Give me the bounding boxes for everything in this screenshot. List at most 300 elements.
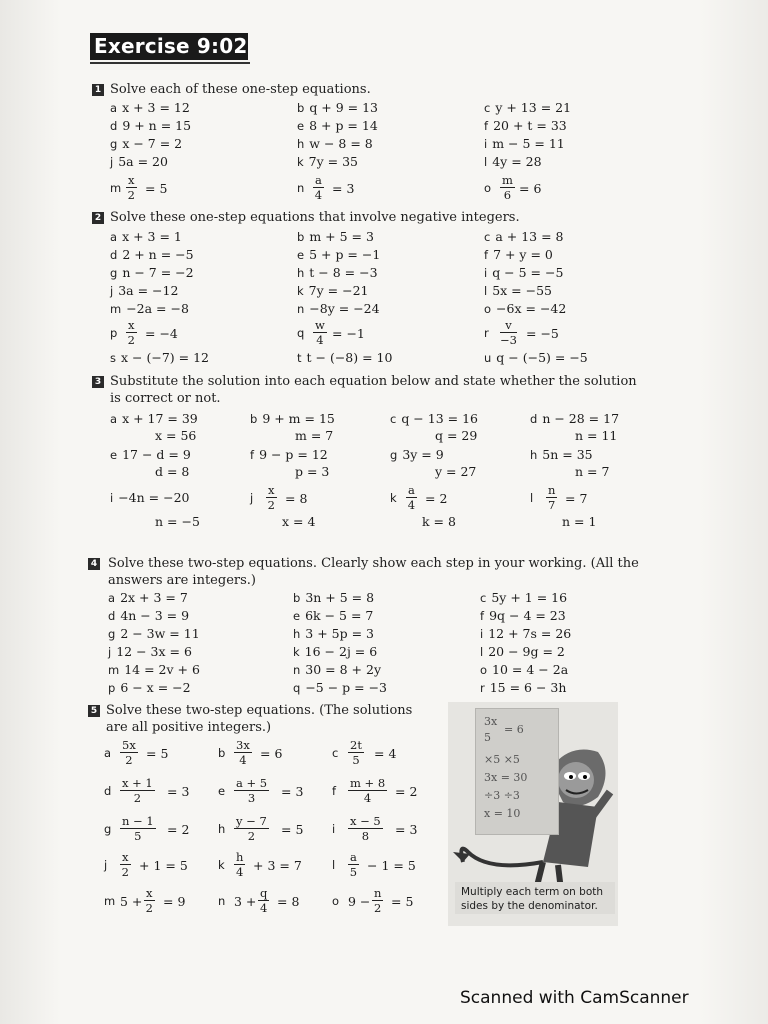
item-label: i	[332, 822, 336, 836]
q2-instruction: Solve these one-step equations that involve negative integers.	[110, 210, 520, 225]
fraction-numerator: m + 8	[350, 776, 386, 790]
item-label: i	[480, 627, 484, 641]
fraction-denominator: 4	[260, 901, 268, 915]
equation-text: 15 = 6 − 3h	[489, 680, 567, 695]
equation-text: 5 + p = −1	[309, 247, 381, 262]
substituted-solution: p = 3	[295, 464, 330, 479]
equation-item	[250, 446, 328, 463]
fraction	[348, 850, 359, 879]
equation-item	[297, 99, 378, 116]
equation-item	[293, 643, 377, 660]
equation-text: −2a = −8	[126, 301, 189, 316]
item-label: f	[484, 119, 489, 133]
item-label: o	[484, 302, 492, 316]
item-label: c	[390, 412, 397, 426]
item-label: l	[480, 645, 484, 659]
equation-item	[484, 117, 567, 134]
equation-item	[108, 661, 200, 678]
equation-item	[293, 661, 381, 678]
item-label: b	[218, 746, 226, 760]
equation-item	[293, 589, 374, 606]
fraction-denominator: 5	[352, 753, 360, 767]
equation-text: 12 − 3x = 6	[116, 644, 192, 659]
item-label: a	[108, 591, 116, 605]
equation-text: 6 − x = −2	[120, 680, 191, 695]
fraction	[120, 738, 138, 767]
fraction-denominator: 4	[407, 498, 416, 512]
item-label: d	[108, 609, 116, 623]
equation-item	[484, 300, 566, 317]
equation-suffix: + 1 = 5	[139, 858, 188, 873]
fraction	[348, 814, 383, 843]
equation-text: y + 13 = 21	[495, 100, 572, 115]
equation-item	[110, 135, 182, 152]
item-label: b	[297, 101, 305, 115]
equation-text: 4n − 3 = 9	[120, 608, 190, 623]
item-label: l	[332, 858, 336, 872]
equation-item	[108, 643, 192, 660]
equation-item	[110, 153, 168, 170]
fraction	[120, 776, 155, 805]
equation-text: q + 9 = 13	[309, 100, 379, 115]
fraction	[120, 850, 131, 879]
item-label: c	[484, 230, 491, 244]
substituted-solution: n = 1	[562, 514, 597, 529]
item-label: g	[390, 448, 398, 462]
equation-item	[484, 349, 588, 366]
equation-text: 16 − 2j = 6	[304, 644, 378, 659]
equation-text: m − 5 = 11	[492, 136, 565, 151]
equation-suffix: = 2	[395, 784, 418, 799]
fraction-numerator: x	[122, 850, 129, 864]
question-number-1: 1	[92, 84, 104, 96]
item-label: q	[293, 681, 301, 695]
fraction	[234, 776, 269, 805]
equation-suffix: = 5	[145, 181, 168, 196]
fraction-denominator: −3	[500, 333, 517, 347]
equation-prefix: 9 −	[348, 894, 371, 909]
item-label: f	[332, 784, 337, 798]
equation-item	[530, 446, 593, 463]
fraction-numerator: a	[315, 173, 322, 187]
fraction	[348, 776, 387, 805]
equation-item	[484, 246, 553, 263]
equation-item	[297, 246, 380, 263]
equation-item	[484, 153, 542, 170]
equation-item	[480, 625, 571, 642]
equation-suffix: = 7	[565, 491, 588, 506]
title-rule	[90, 62, 250, 64]
card-line: 3x = 30	[484, 771, 528, 784]
item-label: j	[250, 491, 254, 505]
equation-item	[108, 589, 188, 606]
item-label: l	[530, 491, 534, 505]
fraction-denominator: 2	[121, 865, 129, 879]
fraction	[372, 886, 383, 915]
equation-item	[480, 607, 566, 624]
item-label: h	[293, 627, 301, 641]
equation-item	[297, 117, 378, 134]
equation-item	[297, 349, 392, 366]
item-label: l	[484, 155, 488, 169]
equation-item	[110, 99, 190, 116]
equation-suffix: = 6	[260, 746, 283, 761]
equation-text: 7y = 35	[308, 154, 359, 169]
item-label: c	[332, 746, 339, 760]
equation-text: n − 28 = 17	[542, 411, 620, 426]
item-label: i	[110, 491, 114, 505]
item-label: k	[218, 858, 225, 872]
equation-text: 20 − 9g = 2	[488, 644, 565, 659]
equation-text: 10 = 4 − 2a	[492, 662, 569, 677]
card-line: = 6	[504, 723, 524, 736]
equation-text: t − 8 = −3	[309, 265, 378, 280]
equation-text: m + 5 = 3	[309, 229, 374, 244]
question-number-3: 3	[92, 376, 104, 388]
equation-prefix: 3 +	[234, 894, 257, 909]
equation-item	[480, 679, 566, 696]
substituted-solution: x = 4	[282, 514, 316, 529]
equation-text: q − 13 = 16	[401, 411, 478, 426]
item-label: f	[484, 248, 489, 262]
equation-text: 7y = −21	[308, 283, 369, 298]
equation-item	[110, 264, 194, 281]
fraction-denominator: 5	[134, 829, 142, 843]
substituted-solution: x = 56	[155, 428, 197, 443]
equation-suffix: = 5	[391, 894, 414, 909]
equation-suffix: = 2	[425, 491, 448, 506]
equation-text: 9 + m = 15	[262, 411, 335, 426]
substituted-solution: y = 27	[435, 464, 477, 479]
item-label: r	[480, 681, 485, 695]
q3-instruction: Substitute the solution into each equation below and state whether the solution is correct or not.	[110, 374, 637, 406]
equation-item	[390, 446, 444, 463]
item-label: g	[104, 822, 112, 836]
equation-suffix: = 3	[332, 181, 355, 196]
equation-text: 5a = 20	[118, 154, 168, 169]
equation-text: 30 = 8 + 2y	[305, 662, 382, 677]
fraction-denominator: 4	[363, 791, 372, 805]
equation-item	[484, 135, 565, 152]
fraction	[500, 173, 515, 202]
item-label: g	[110, 266, 118, 280]
equation-text: 12 + 7s = 26	[488, 626, 572, 641]
equation-item	[110, 410, 198, 427]
item-label: a	[110, 101, 118, 115]
equation-item	[297, 228, 374, 245]
equation-text: 8 + p = 14	[309, 118, 378, 133]
item-label: j	[110, 155, 114, 169]
equation-suffix: = 5	[146, 746, 169, 761]
equation-suffix: = −5	[526, 326, 559, 341]
item-label: u	[484, 351, 492, 365]
equation-item	[110, 349, 209, 366]
equation-text: a + 13 = 8	[495, 229, 564, 244]
equation-text: 4y = 28	[492, 154, 542, 169]
item-label: a	[110, 230, 118, 244]
fraction-numerator: n	[548, 483, 556, 497]
equation-item	[484, 282, 552, 299]
equation-text: −6x = −42	[496, 301, 567, 316]
substituted-solution: n = 11	[575, 428, 618, 443]
equation-text: 14 = 2v + 6	[124, 662, 200, 677]
equation-suffix: = −4	[145, 326, 178, 341]
item-label: b	[293, 591, 301, 605]
equation-text: −5 − p = −3	[305, 680, 388, 695]
equation-text: w − 8 = 8	[309, 136, 373, 151]
fraction-denominator: 4	[239, 753, 247, 767]
fraction-denominator: 2	[247, 829, 256, 843]
item-label: p	[108, 681, 116, 695]
equation-item	[293, 625, 374, 642]
equation-text: 5n = 35	[542, 447, 593, 462]
fraction-numerator: x	[128, 318, 135, 332]
item-label: o	[332, 894, 340, 908]
equation-item	[484, 99, 571, 116]
equation-text: 9 − p = 12	[259, 447, 328, 462]
equation-item	[297, 153, 358, 170]
equation-item	[110, 246, 194, 263]
fraction-numerator: w	[315, 318, 325, 332]
equation-item	[110, 117, 191, 134]
fraction-numerator: n − 1	[122, 814, 154, 828]
equation-text: 7 + y = 0	[493, 247, 553, 262]
item-label: h	[218, 822, 226, 836]
fraction	[126, 173, 137, 202]
equation-text: x + 17 = 39	[122, 411, 198, 426]
item-label: b	[297, 230, 305, 244]
fraction-numerator: n	[374, 886, 382, 900]
item-label: b	[250, 412, 258, 426]
item-label: f	[480, 609, 485, 623]
substituted-solution: m = 7	[295, 428, 334, 443]
equation-item	[108, 679, 191, 696]
item-label: e	[293, 609, 301, 623]
fraction	[406, 483, 417, 512]
item-label: f	[250, 448, 255, 462]
fraction-numerator: a	[350, 850, 357, 864]
equation-item	[480, 661, 568, 678]
item-label: j	[104, 858, 108, 872]
substituted-solution: d = 8	[155, 464, 190, 479]
equation-text: −4n = −20	[118, 490, 190, 505]
equation-item	[484, 264, 563, 281]
equation-item	[108, 607, 189, 624]
equation-suffix: = 6	[519, 181, 542, 196]
scanner-watermark: Scanned with CamScanner	[460, 988, 689, 1008]
item-label: o	[480, 663, 488, 677]
item-label: a	[104, 746, 112, 760]
fraction-denominator: 2	[125, 753, 133, 767]
cartoon-caption: Multiply each term on both sides by the denominator.	[455, 882, 615, 914]
equation-suffix: = 3	[395, 822, 418, 837]
fraction-numerator: m	[502, 173, 513, 187]
item-label: e	[297, 248, 305, 262]
item-label: p	[110, 326, 118, 340]
equation-item	[110, 228, 182, 245]
equation-suffix: = 3	[167, 784, 190, 799]
equation-suffix: = 5	[281, 822, 304, 837]
equation-item	[250, 410, 335, 427]
item-label: c	[480, 591, 487, 605]
equation-item	[110, 489, 189, 506]
equation-item	[480, 643, 565, 660]
fraction-numerator: x − 5	[350, 814, 381, 828]
fraction-denominator: 6	[503, 188, 512, 202]
equation-item	[293, 679, 387, 696]
equation-text: 3 + 5p = 3	[305, 626, 374, 641]
item-label: h	[297, 137, 305, 151]
item-label: n	[218, 894, 226, 908]
fraction-denominator: 2	[267, 498, 275, 512]
fraction-numerator: 2t	[350, 738, 362, 752]
equation-suffix: = −1	[332, 326, 365, 341]
equation-text: t − (−8) = 10	[306, 350, 393, 365]
fraction-numerator: x	[128, 173, 135, 187]
item-label: t	[297, 351, 302, 365]
item-label: q	[297, 326, 305, 340]
equation-prefix: 5 +	[120, 894, 143, 909]
item-label: d	[110, 248, 118, 262]
card-line: ÷3 ÷3	[484, 789, 520, 802]
item-label: j	[110, 284, 114, 298]
equation-text: 9 + n = 15	[122, 118, 192, 133]
item-label: h	[297, 266, 305, 280]
substituted-solution: k = 8	[422, 514, 456, 529]
item-label: a	[110, 412, 118, 426]
equation-text: 17 − d = 9	[122, 447, 191, 462]
equation-item	[480, 589, 567, 606]
q4-instruction: Solve these two-step equations. Clearly show each step in your working. (All the answers are integers.)	[108, 556, 639, 588]
item-label: k	[297, 155, 304, 169]
item-label: e	[110, 448, 118, 462]
fraction	[313, 318, 327, 347]
equation-item	[297, 264, 378, 281]
fraction-numerator: h	[236, 850, 244, 864]
fraction-numerator: q	[260, 886, 268, 900]
equation-text: 3n + 5 = 8	[305, 590, 375, 605]
equation-item	[110, 446, 191, 463]
item-label: g	[108, 627, 116, 641]
equation-text: 3a = −12	[118, 283, 179, 298]
equation-text: q − (−5) = −5	[496, 350, 588, 365]
fraction-numerator: 3x	[236, 738, 250, 752]
item-label: n	[293, 663, 301, 677]
fraction-denominator: 2	[145, 901, 153, 915]
equation-item	[108, 625, 200, 642]
exercise-title: Exercise 9:02	[90, 33, 248, 60]
item-label: s	[110, 351, 116, 365]
fraction-numerator: x	[268, 483, 275, 497]
equation-text: x − 7 = 2	[122, 136, 183, 151]
worked-example-card	[475, 708, 559, 835]
card-line: 3x	[484, 715, 498, 728]
substituted-solution: n = −5	[155, 514, 200, 529]
equation-item	[297, 135, 373, 152]
fraction-denominator: 2	[133, 791, 142, 805]
equation-suffix: = 8	[285, 491, 308, 506]
card-line: ×5 ×5	[484, 753, 520, 766]
fraction-denominator: 3	[247, 791, 256, 805]
fraction-denominator: 7	[548, 498, 556, 512]
card-line: x = 10	[484, 807, 521, 820]
fraction-denominator: 2	[127, 188, 135, 202]
equation-text: x + 3 = 12	[122, 100, 190, 115]
fraction-denominator: 5	[349, 865, 358, 879]
fraction	[348, 738, 364, 767]
item-label: l	[484, 284, 488, 298]
item-label: k	[297, 284, 304, 298]
equation-text: 3y = 9	[402, 447, 444, 462]
q1-instruction: Solve each of these one-step equations.	[110, 82, 371, 97]
card-line: 5	[484, 731, 491, 744]
item-label: i	[484, 137, 488, 151]
equation-text: 6k − 5 = 7	[305, 608, 374, 623]
item-label: m	[104, 894, 116, 908]
fraction	[258, 886, 269, 915]
item-label: k	[293, 645, 300, 659]
item-label: d	[110, 119, 118, 133]
item-label: i	[484, 266, 488, 280]
equation-item	[530, 410, 619, 427]
equation-text: x + 3 = 1	[122, 229, 182, 244]
item-label: n	[297, 302, 305, 316]
item-label: d	[104, 784, 112, 798]
fraction-numerator: y − 7	[236, 814, 267, 828]
item-label: o	[484, 181, 492, 195]
equation-item	[390, 410, 478, 427]
substituted-solution: n = 7	[575, 464, 610, 479]
equation-item	[110, 300, 189, 317]
equation-text: 5x = −55	[492, 283, 553, 298]
fraction-denominator: 4	[236, 865, 244, 879]
item-label: m	[110, 181, 122, 195]
fraction-numerator: v	[500, 318, 517, 333]
question-number-4: 4	[88, 558, 100, 570]
fraction	[234, 738, 252, 767]
fraction	[144, 886, 155, 915]
question-number-5: 5	[88, 705, 100, 717]
item-label: d	[530, 412, 538, 426]
fraction-numerator: 5x	[122, 738, 136, 752]
fraction	[234, 814, 269, 843]
equation-suffix: − 1 = 5	[367, 858, 416, 873]
q5-instruction: Solve these two-step equations. (The solutions are all positive integers.)	[106, 703, 413, 735]
fraction	[500, 318, 517, 347]
equation-text: n − 7 = −2	[122, 265, 194, 280]
equation-text: −8y = −24	[309, 301, 380, 316]
equation-text: 2x + 3 = 7	[120, 590, 188, 605]
fraction-denominator: 2	[127, 333, 135, 347]
fraction	[234, 850, 245, 879]
fraction	[120, 814, 156, 843]
equation-text: 9q − 4 = 23	[489, 608, 566, 623]
fraction-denominator: 8	[361, 829, 370, 843]
equation-suffix: = 9	[163, 894, 186, 909]
substituted-solution: q = 29	[435, 428, 478, 443]
equation-item	[297, 282, 369, 299]
equation-item	[110, 282, 178, 299]
equation-suffix: = 4	[374, 746, 397, 761]
equation-item	[297, 300, 380, 317]
item-label: k	[390, 491, 397, 505]
item-label: e	[297, 119, 305, 133]
equation-text: 20 + t = 33	[493, 118, 567, 133]
equation-text: 2 − 3w = 11	[120, 626, 200, 641]
fraction-numerator: a + 5	[236, 776, 268, 790]
item-label: n	[297, 181, 305, 195]
item-label: m	[108, 663, 120, 677]
